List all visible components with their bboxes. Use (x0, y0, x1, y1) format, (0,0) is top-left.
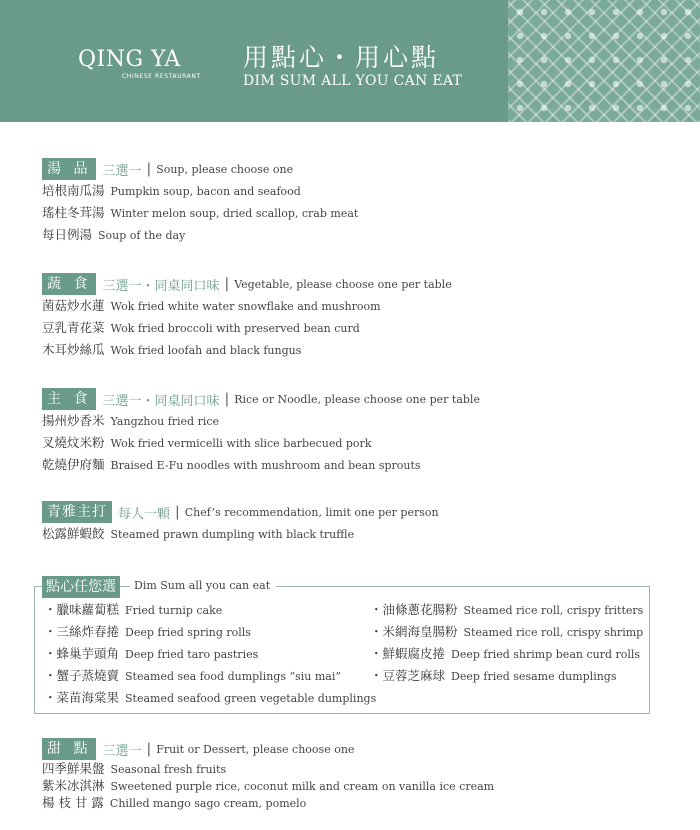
dimsum-item (44, 621, 376, 643)
menu-item (42, 794, 494, 811)
item-cn: ・鮮蝦腐皮捲 (370, 646, 446, 661)
dimsum-left-column (44, 599, 376, 709)
menu-item (42, 295, 452, 317)
dimsum-item (44, 665, 376, 687)
item-en: Winter melon soup, dried scallop, crab meat (110, 207, 359, 220)
section-rice-noodle (42, 388, 480, 476)
item-en: Steamed sea food dumplings “siu mai” (125, 670, 341, 683)
item-cn: ・油條蔥花腸粉 (370, 602, 458, 617)
item-en: Yangzhou fried rice (110, 415, 220, 428)
section-rule: 三選一・同桌同口味 (102, 393, 220, 409)
section-tag: 主 食 (42, 388, 96, 410)
section-tag: 青雅主打 (42, 501, 112, 523)
menu-item (42, 454, 480, 476)
item-cn: 乾燒伊府麵 (42, 457, 105, 472)
item-en: Steamed rice roll, crispy fritters (463, 604, 644, 617)
dimsum-right-column (370, 599, 643, 687)
dimsum-item (44, 599, 376, 621)
menu-item (42, 432, 480, 454)
divider: | (146, 161, 152, 177)
item-cn: 瑤柱冬茸湯 (42, 205, 105, 220)
divider: | (146, 741, 152, 757)
section-desc: Fruit or Dessert, please choose one (156, 742, 355, 756)
item-en: Steamed rice roll, crispy shrimp (463, 626, 644, 639)
section-tag: 蔬 食 (42, 273, 96, 295)
item-en: Deep fried taro pastries (125, 648, 259, 661)
menu-item (42, 180, 358, 202)
logo-subtitle: CHINESE RESTAURANT (122, 73, 201, 80)
item-cn: ・蜂巢芋頭角 (44, 646, 120, 661)
item-cn: 揚州炒香米 (42, 413, 105, 428)
item-cn: 松露鮮蝦餃 (42, 526, 105, 541)
page-title-cn: 用點心・用心點 (243, 43, 440, 72)
restaurant-logo (78, 48, 201, 80)
item-en: Wok fried vermicelli with slice barbecued pork (110, 437, 372, 450)
section-vegetable (42, 273, 452, 361)
item-cn: 紫米冰淇淋 (42, 778, 105, 793)
section-header (42, 738, 494, 760)
divider: | (224, 276, 230, 292)
section-tag: 甜 點 (42, 738, 96, 760)
section-rule: 每人一顆 (118, 506, 171, 522)
menu-item (42, 523, 439, 545)
section-desc: Vegetable, please choose one per table (234, 277, 452, 291)
menu-item (42, 777, 494, 794)
item-cn: ・三絲炸春捲 (44, 624, 120, 639)
menu-item (42, 224, 358, 246)
section-rule: 三選一 (102, 743, 142, 759)
item-en: Wok fried loofah and black fungus (110, 344, 302, 357)
item-cn: 四季鮮果盤 (42, 761, 105, 776)
dimsum-item (370, 643, 643, 665)
item-cn: ・豆蓉芝麻球 (370, 668, 446, 683)
item-en: Wok fried white water snowflake and mushroom (110, 300, 381, 313)
item-cn: ・蟹子蒸燒賣 (44, 668, 120, 683)
item-en: Seasonal fresh fruits (110, 763, 227, 776)
item-cn: ・菜苗海棠果 (44, 690, 120, 705)
logo-text: QING YA (78, 47, 181, 72)
section-header (42, 388, 480, 410)
section-soup (42, 158, 358, 246)
section-dessert (42, 738, 494, 811)
header-banner (0, 0, 700, 122)
divider: | (175, 504, 180, 520)
menu-item (42, 760, 494, 777)
dimsum-item (370, 599, 643, 621)
section-desc: Rice or Noodle, please choose one per table (234, 392, 480, 406)
item-en: Deep fried sesame dumplings (451, 670, 617, 683)
item-en: Steamed seafood green vegetable dumplings (125, 692, 377, 705)
menu-item (42, 410, 480, 432)
page-title-en: DIM SUM ALL YOU CAN EAT (243, 73, 463, 89)
menu-item (42, 317, 452, 339)
item-en: Steamed prawn dumpling with black truffle (110, 528, 355, 541)
dimsum-item (44, 643, 376, 665)
item-en: Soup of the day (98, 229, 186, 242)
section-desc: Chef’s recommendation, limit one per person (184, 505, 439, 519)
dimsum-item (370, 665, 643, 687)
item-cn: 每日例湯 (42, 227, 93, 242)
section-tag: 湯 品 (42, 158, 96, 180)
section-rule: 三選一 (102, 163, 142, 179)
divider: | (224, 391, 230, 407)
item-en: Sweetened purple rice, coconut milk and cream on vanilla ice cream (110, 780, 495, 793)
item-cn: 木耳炒絲瓜 (42, 342, 105, 357)
section-header (42, 158, 358, 180)
dimsum-desc: Dim Sum all you can eat (130, 579, 276, 592)
item-en: Wok fried broccoli with preserved bean curd (110, 322, 360, 335)
item-en: Braised E-Fu noodles with mushroom and bean sprouts (110, 459, 421, 472)
item-cn: 叉燒炆米粉 (42, 435, 105, 450)
item-en: Deep fried shrimp bean curd rolls (451, 648, 641, 661)
item-cn: 楊 枝 甘 露 (42, 795, 104, 810)
section-chef-recommendation (42, 501, 439, 545)
section-rule: 三選一・同桌同口味 (102, 278, 220, 294)
item-en: Chilled mango sago cream, pomelo (109, 797, 307, 810)
item-en: Deep fried spring rolls (125, 626, 251, 639)
dimsum-item (370, 621, 643, 643)
dimsum-item (44, 687, 376, 709)
dimsum-tag: 點心任您選 (42, 576, 120, 598)
item-cn: 菌菇炒水蓮 (42, 298, 105, 313)
section-desc: Soup, please choose one (156, 162, 294, 176)
section-header (42, 501, 439, 523)
menu-item (42, 202, 358, 224)
item-cn: 培根南瓜湯 (42, 183, 105, 198)
item-cn: ・臘味蘿蔔糕 (44, 602, 120, 617)
section-header (42, 273, 452, 295)
item-en: Pumpkin soup, bacon and seafood (110, 185, 301, 198)
item-cn: ・米網海皇腸粉 (370, 624, 458, 639)
decorative-pattern (508, 0, 700, 122)
item-en: Fried turnip cake (125, 604, 223, 617)
item-cn: 豆乳青花菜 (42, 320, 105, 335)
menu-item (42, 339, 452, 361)
